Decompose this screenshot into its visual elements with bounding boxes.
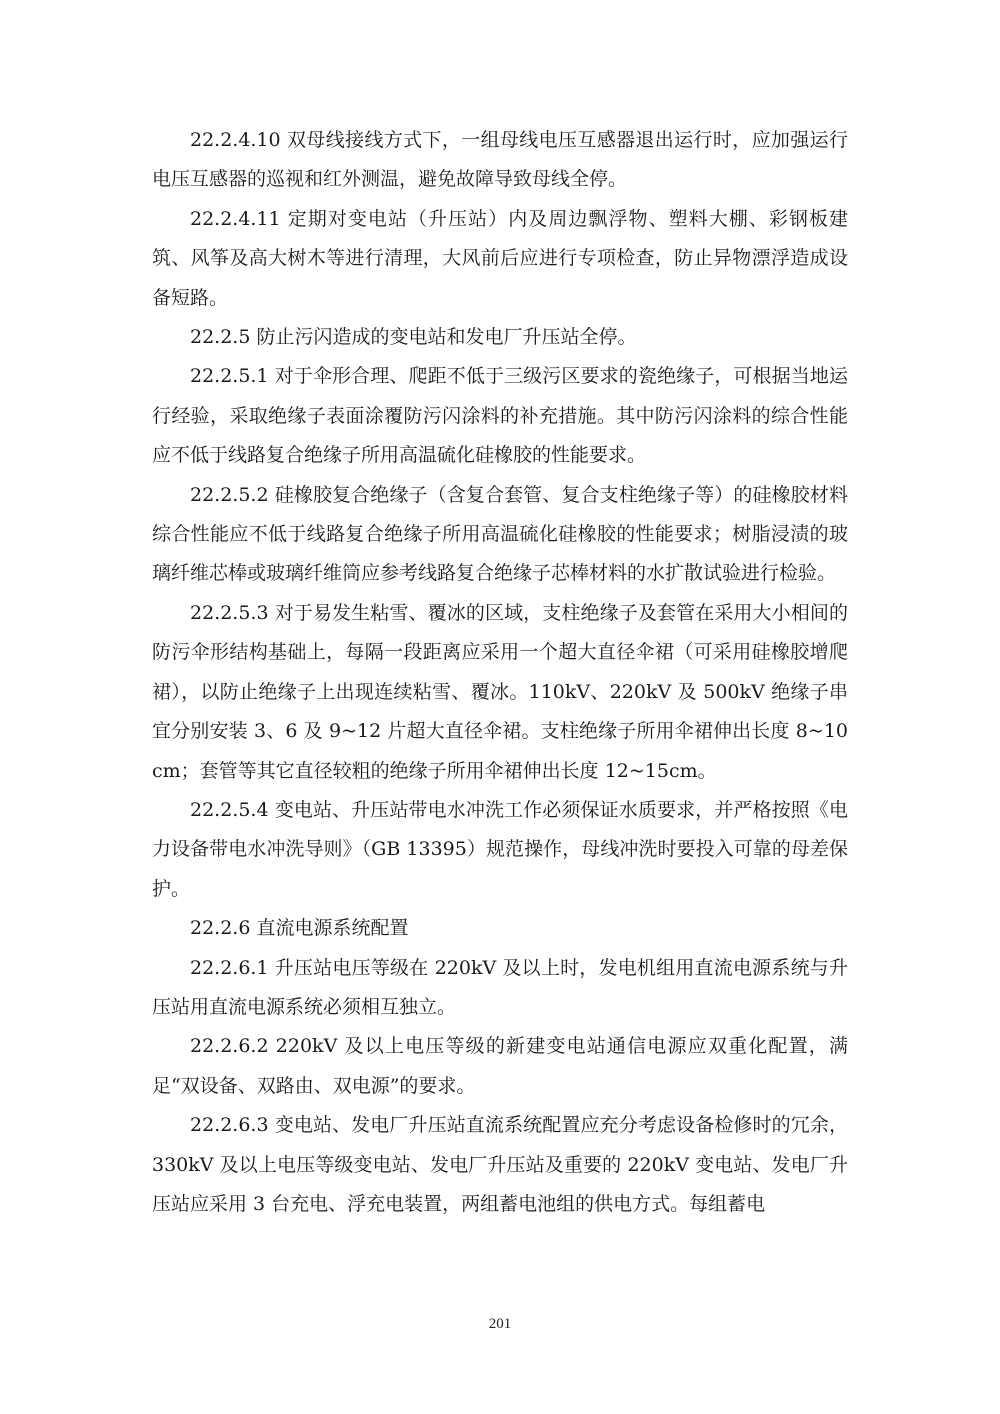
paragraph-22-2-5-4: 22.2.5.4 变电站、升压站带电水冲洗工作必须保证水质要求，并严格按照《电力设备带电水冲洗导则》（GB 13395）规范操作，母线冲洗时要投入可靠的母差保护。 — [152, 798, 848, 900]
paragraph-22-2-5-1: 22.2.5.1 对于伞形合理、爬距不低于三级污区要求的瓷绝缘子，可根据当地运行经验，采取绝缘子表面涂覆防污闪涂料的补充措施。其中防污闪涂料的综合性能应不低于线路复合绝缘子所用高温硫化硅橡胶的性能要求。 — [152, 365, 848, 467]
paragraph-22-2-6-3: 22.2.6.3 变电站、发电厂升压站直流系统配置应充分考虑设备检修时的冗余，330kV 及以上电压等级变电站、发电厂升压站及重要的 220kV 变电站、发电厂升压站应采用 3 台充电、浮充电装置，两组蓄电池组的供电方式。每组蓄电 — [152, 1114, 848, 1215]
section-heading-22-2-6: 22.2.6 直流电源系统配置 — [190, 917, 409, 940]
section-heading-22-2-5: 22.2.5 防止污闪造成的变电站和发电厂升压站全停。 — [190, 326, 637, 349]
paragraph-22-2-4-10: 22.2.4.10 双母线接线方式下，一组母线电压互感器退出运行时，应加强运行电压互感器的巡视和红外测温，避免故障导致母线全停。 — [152, 129, 848, 191]
paragraph-22-2-6-2: 22.2.6.2 220kV 及以上电压等级的新建变电站通信电源应双重化配置，满足“双设备、双路由、双电源”的要求。 — [152, 1035, 848, 1097]
paragraph-22-2-4-11: 22.2.4.11 定期对变电站（升压站）内及周边飘浮物、塑料大棚、彩钢板建筑、风筝及高大树木等进行清理，大风前后应进行专项检查，防止异物漂浮造成设备短路。 — [152, 207, 848, 309]
paragraph-22-2-5-3: 22.2.5.3 对于易发生粘雪、覆冰的区域，支柱绝缘子及套管在采用大小相间的防污伞形结构基础上，每隔一段距离应采用一个超大直径伞裙（可采用硅橡胶增爬裙），以防止绝缘子上出现连续粘雪、覆冰。110kV、220kV 及 500kV 绝缘子串宜分别安装 3、6 及 9~12 片超大直径伞裙。支柱绝缘子所用伞裙伸出长度 8~10cm；套管等其它直径较粗的绝缘子所用伞裙伸出长度 12~15cm。 — [152, 601, 848, 782]
page-number: 201 — [488, 1316, 512, 1332]
paragraph-22-2-6-1: 22.2.6.1 升压站电压等级在 220kV 及以上时，发电机组用直流电源系统与升压站用直流电源系统必须相互独立。 — [152, 956, 848, 1018]
paragraph-22-2-5-2: 22.2.5.2 硅橡胶复合绝缘子（含复合套管、复合支柱绝缘子等）的硅橡胶材料综合性能应不低于线路复合绝缘子所用高温硫化硅橡胶的性能要求；树脂浸渍的玻璃纤维芯棒或玻璃纤维筒应参考线路复合绝缘子芯棒材料的水扩散试验进行检验。 — [152, 483, 848, 585]
document-body — [152, 121, 848, 1224]
